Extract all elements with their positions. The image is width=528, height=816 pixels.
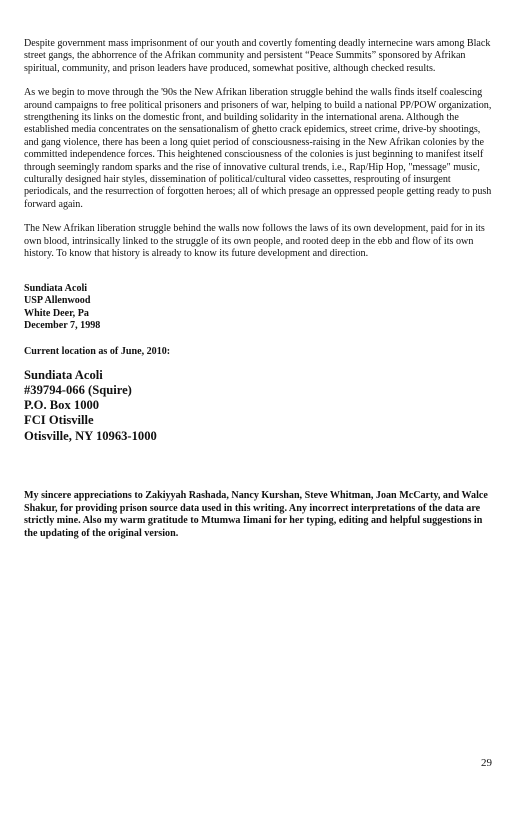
address-name: Sundiata Acoli	[24, 367, 103, 382]
signature-date: December 7, 1998	[24, 320, 101, 332]
signature-city: White Deer, Pa	[24, 307, 89, 319]
paragraph-3: The New Afrikan liberation struggle behind the walls now follows the laws of its own development, paid for in its own blood, intrinsically linked to the struggle of its own people, and rooted deep in the ebb and flow of its own history. To know that history is already to know its future development and direction.	[24, 223, 485, 260]
acknowledgement: My sincere appreciations to Zakiyyah Rashada, Nancy Kurshan, Steve Whitman, Joan McCarty, and Walce Shakur, for providing prison source data used in this writing. Any incorrect interpretations of the data are strictly mine. Also my warm gratitude to Mtumwa Iimani for her typing, editing and helpful suggestions in the updating of the original version.	[24, 489, 488, 540]
address-city: Otisville, NY 10963-1000	[24, 428, 157, 443]
signature-name: Sundiata Acoli	[24, 282, 88, 294]
address-block	[24, 368, 492, 444]
page-content	[24, 38, 492, 541]
signature-institution: USP Allenwood	[24, 295, 91, 307]
page-number: 29	[481, 757, 492, 769]
address-id: #39794-066 (Squire)	[24, 383, 132, 398]
paragraph-2: As we begin to move through the '90s the New Afrikan liberation struggle behind the walls finds itself coalescing around campaigns to free political prisoners and prisoners of war, helping to build a national PP/POW organization, strengthening its links on the domestic front, and building solidarity in the international arena. Although the established media concentrates on the sensationalism of ghetto crack epidemics, street crime, drive-by shootings, and gang violence, there has been a long quiet period of consciousness-raising in the New Afrikan colonies by the committed independence forces. This heightened consciousness of the colonies is just beginning to manifest itself through seemingly random sparks and the rise of innovative cultural trends, i.e., Rap/Hip Hop, "message" music, culturally designed hair styles, dissemination of political/cultural video cassettes, resprouting of insurgent periodicals, and the resurrection of forgotten heroes; all of which presage an oppressed people getting ready to push forward again.	[24, 87, 492, 210]
current-location-label: Current location as of June, 2010:	[24, 345, 171, 357]
address-box: P.O. Box 1000	[24, 398, 100, 413]
signature-block	[24, 283, 492, 333]
address-facility: FCI Otisville	[24, 413, 94, 428]
paragraph-1: Despite government mass imprisonment of our youth and covertly fomenting deadly internecine wars among Black street gangs, the abhorrence of the Afrikan community and persistent “Peace Summits” sponsored by Afrikan spiritual, community, and prison leaders have produced, somewhat positive, although checked results.	[24, 38, 491, 74]
